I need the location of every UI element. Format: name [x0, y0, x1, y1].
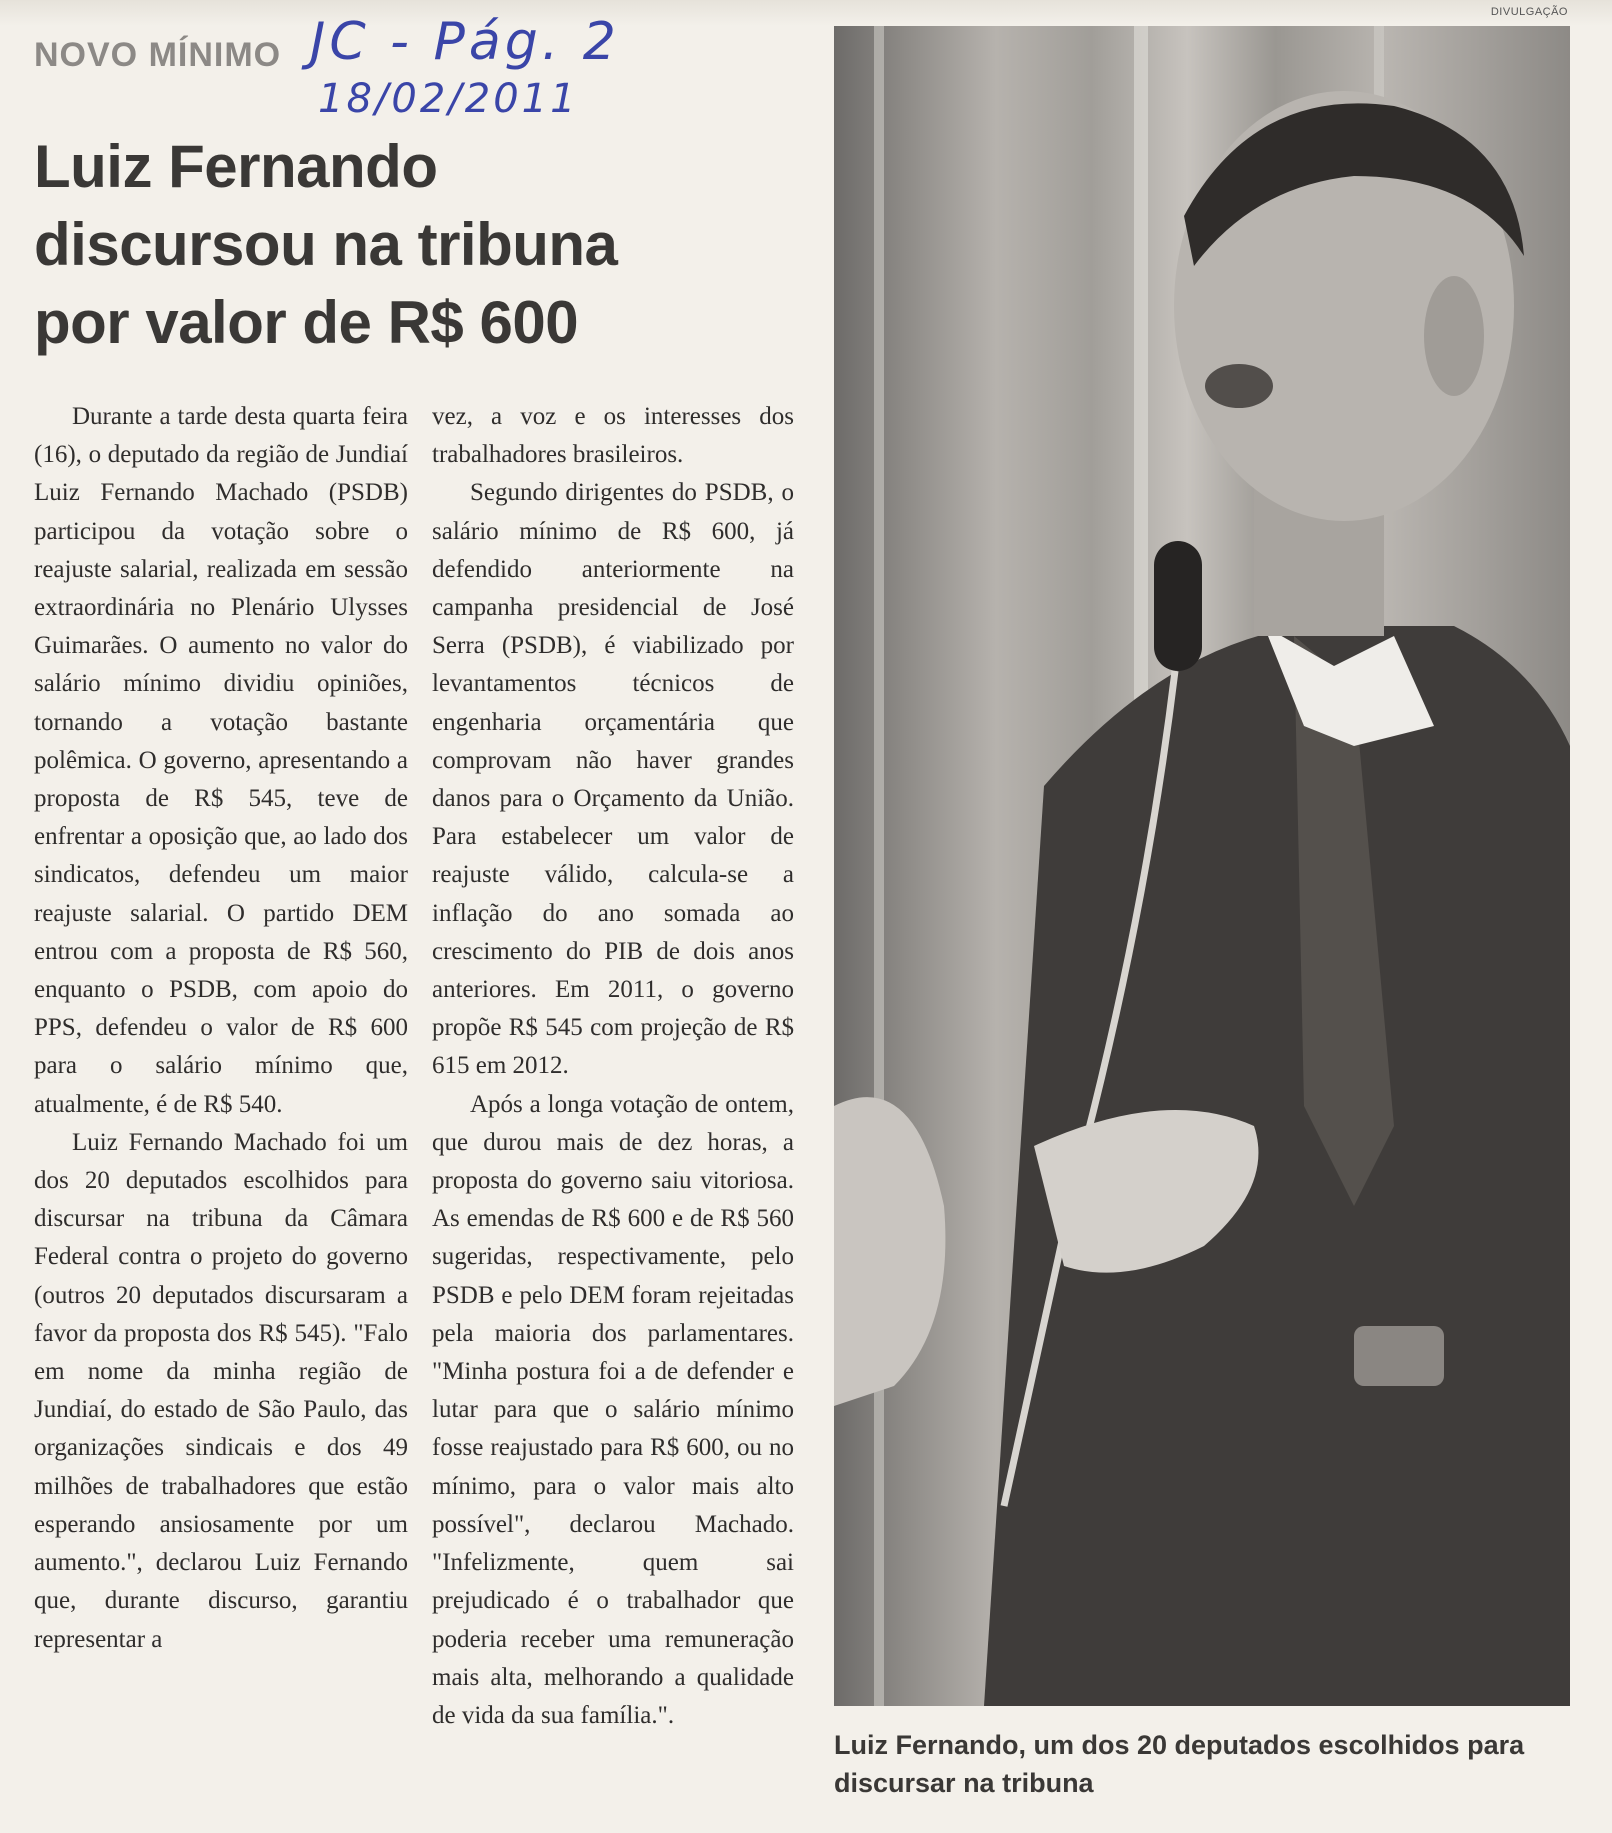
photo-caption: Luiz Fernando, um dos 20 deputados escolhidos para discursar na tribuna: [834, 1730, 1525, 1798]
speaker-illustration: [834, 26, 1570, 1706]
handwritten-date-note: 18/02/2011: [318, 76, 579, 122]
paragraph: Após a longa votação de ontem, que durou mais de dez horas, a proposta do governo saiu vitoriosa. As emendas de R$ 600 e de R$ 560 sugeridas, respectivamente, pelo PSDB e pelo DEM foram rejeitadas pela maioria dos parlamentares. "Minha postura foi a de defender e lutar para que o salário mínimo fosse reajustado para R$ 600, ou no mínimo, para o valor mais alto possível", declarou Machado. "Infelizmente, quem sai prejudicado é o trabalhador que poderia receber uma remuneração mais alta, melhorando a qualidade de vida da sua família.".: [432, 1090, 794, 1729]
photo-credit: DIVULGAÇÃO: [1490, 6, 1568, 18]
handwritten-page-note: JC - Pág. 2: [310, 12, 620, 72]
paragraph: Durante a tarde desta quarta feira (16), o deputado da região de Jundiaí Luiz Fernando Machado (PSDB) participou da votação sobre o reajuste salarial, realizada em sessão extraordinária no Plenário Ulysses Guimarães. O aumento no valor do salário mínimo dividiu opiniões, tornando a votação bastante polêmica. O governo, apresentando a proposta de R$ 545, teve de enfrentar a oposição que, ao lado dos sindicatos, defendeu um maior reajuste salarial. O partido DEM entrou com a proposta de R$ 560, enquanto o PSDB, com apoio do PPS, defendeu o valor de R$ 600 para o salário mínimo que, atualmente, é de R$ 540.: [34, 403, 408, 1118]
paragraph: vez, a voz e os interesses dos trabalhadores brasileiros.: [432, 403, 794, 469]
bleed-through-band: [0, 0, 1612, 26]
article-column-2: [432, 398, 794, 1735]
paragraph: Segundo dirigentes do PSDB, o salário mínimo de R$ 600, já defendido anteriormente na campanha presidencial de José Serra (PSDB), é viabilizado por levantamentos técnicos de engenharia orçamentária que comprovam não haver grandes danos para o Orçamento da União. Para estabelecer um valor de reajuste válido, calcula-se a inflação do ano somada ao crescimento do PIB de dois anos anteriores. Em 2011, o governo propõe R$ 545 com projeção de R$ 615 em 2012.: [432, 479, 794, 1080]
section-kicker: NOVO MÍNIMO: [34, 36, 282, 74]
article-column-1: [34, 398, 408, 1659]
headline: Luiz Fernando discursou na tribuna por valor de R$ 600: [34, 133, 618, 356]
paragraph: Luiz Fernando Machado foi um dos 20 deputados escolhidos para discursar na tribuna da Câmara Federal contra o projeto do governo (outros 20 deputados discursaram a favor da proposta dos R$ 545). "Falo em nome da minha região de Jundiaí, do estado de São Paulo, das organizações sindicais e dos 49 milhões de trabalhadores que estão esperando ansiosamente por um aumento.", declarou Luiz Fernando que, durante discurso, garantiu representar a: [34, 1128, 408, 1653]
photo-speaker-at-tribune: [834, 26, 1570, 1706]
